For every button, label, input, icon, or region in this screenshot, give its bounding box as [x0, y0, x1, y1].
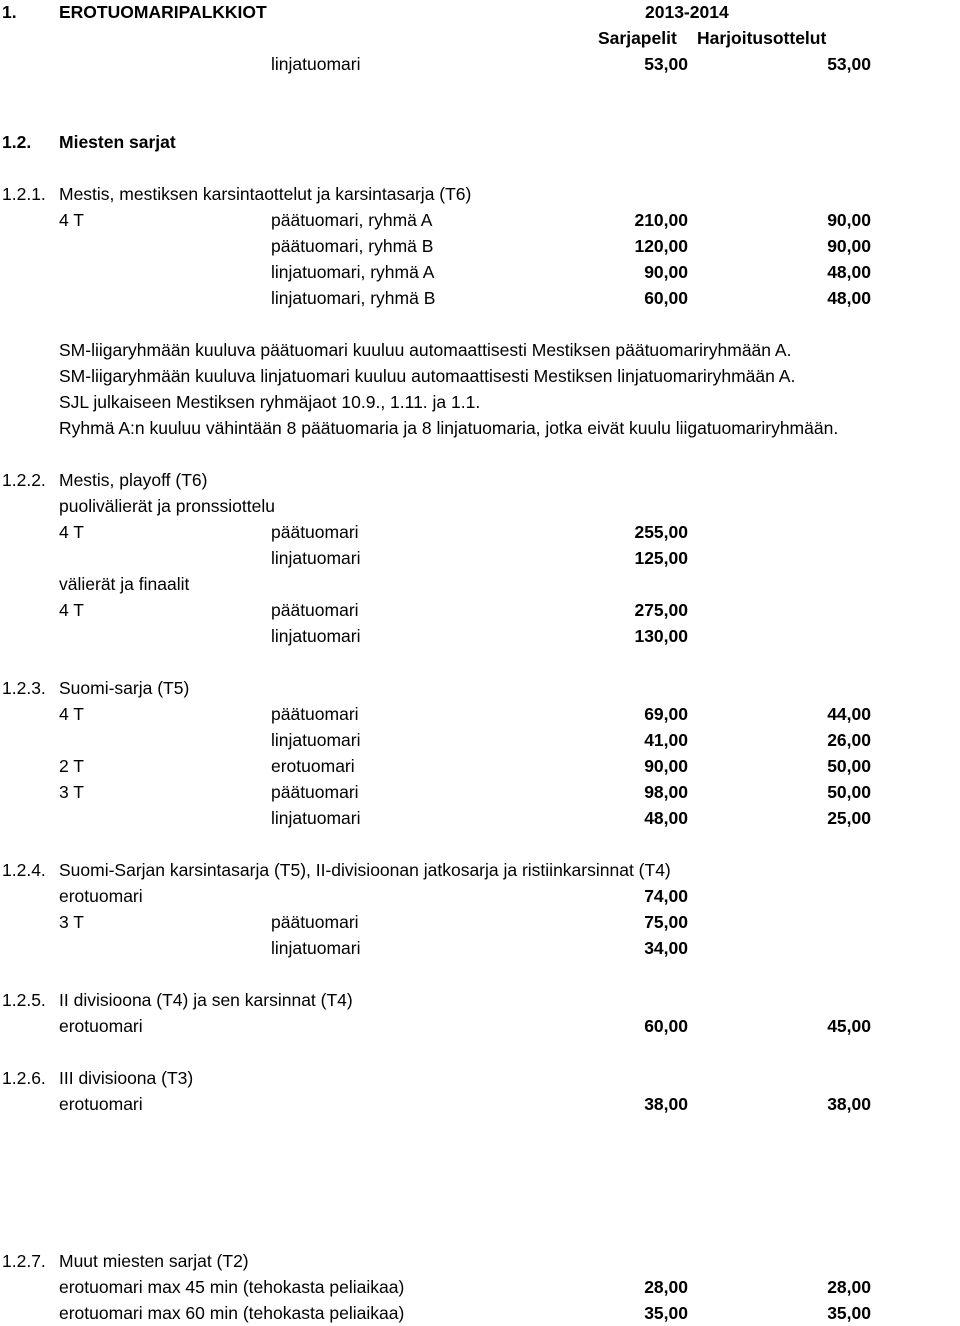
- role-label: päätuomari: [271, 782, 359, 802]
- role-label: erotuomari: [59, 886, 143, 906]
- role-label: linjatuomari: [271, 54, 361, 74]
- role-label: päätuomari, ryhmä B: [271, 236, 434, 256]
- subsection-number: 1.2.1.: [2, 184, 46, 204]
- role-label: päätuomari, ryhmä A: [271, 210, 433, 230]
- fee-harjoitusottelut: 48,00: [827, 262, 871, 282]
- fee-sarjapelit: 255,00: [634, 522, 688, 542]
- fee-sarjapelit: 75,00: [644, 912, 688, 932]
- fee-harjoitusottelut: 48,00: [827, 288, 871, 308]
- season-label: 2013-2014: [645, 2, 729, 22]
- fee-sarjapelit: 48,00: [644, 808, 688, 828]
- fee-sarjapelit: 74,00: [644, 886, 688, 906]
- fee-sarjapelit: 53,00: [644, 54, 688, 74]
- fee-harjoitusottelut: 26,00: [827, 730, 871, 750]
- note-text: SJL julkaiseen Mestiksen ryhmäjaot 10.9., 1.11. ja 1.1.: [59, 392, 481, 412]
- fee-harjoitusottelut: 44,00: [827, 704, 871, 724]
- stage-label: puolivälierät ja pronssiottelu: [59, 496, 275, 516]
- role-label: päätuomari: [271, 600, 359, 620]
- fee-sarjapelit: 60,00: [644, 288, 688, 308]
- crew-size: 3 T: [59, 782, 84, 802]
- fee-sarjapelit: 60,00: [644, 1016, 688, 1036]
- subsection-number: 1.2.3.: [2, 678, 46, 698]
- fee-sarjapelit: 210,00: [634, 210, 688, 230]
- fee-sarjapelit: 275,00: [634, 600, 688, 620]
- subsection-title: II divisioona (T4) ja sen karsinnat (T4): [59, 990, 353, 1010]
- crew-size: 4 T: [59, 704, 84, 724]
- column-header-harjoitusottelut: Harjoitusottelut: [697, 28, 827, 48]
- fee-sarjapelit: 35,00: [644, 1303, 688, 1323]
- subsection-number: 1.2.6.: [2, 1068, 46, 1088]
- subsection-number: 1.2.7.: [2, 1251, 46, 1271]
- subsection-title: Suomi-sarja (T5): [59, 678, 190, 698]
- subsection-number: 1.2.5.: [2, 990, 46, 1010]
- subsection-title: Muut miesten sarjat (T2): [59, 1251, 249, 1271]
- crew-size: 3 T: [59, 912, 84, 932]
- fee-harjoitusottelut: 90,00: [827, 236, 871, 256]
- role-label: erotuomari: [271, 756, 355, 776]
- role-label: erotuomari: [59, 1094, 143, 1114]
- role-label: erotuomari: [59, 1016, 143, 1036]
- fee-harjoitusottelut: 90,00: [827, 210, 871, 230]
- subsection-number: 1.2.4.: [2, 860, 46, 880]
- fee-harjoitusottelut: 50,00: [827, 756, 871, 776]
- subsection-number: 1.2.2.: [2, 470, 46, 490]
- crew-size: 4 T: [59, 522, 84, 542]
- crew-size: 2 T: [59, 756, 84, 776]
- role-label: linjatuomari: [271, 808, 361, 828]
- role-label: erotuomari max 60 min (tehokasta peliaikaa): [59, 1303, 405, 1323]
- subsection-title: Mestis, playoff (T6): [59, 470, 208, 490]
- role-label: linjatuomari: [271, 548, 361, 568]
- fee-harjoitusottelut: 35,00: [827, 1303, 871, 1323]
- fee-sarjapelit: 125,00: [634, 548, 688, 568]
- fee-harjoitusottelut: 38,00: [827, 1094, 871, 1114]
- role-label: päätuomari: [271, 522, 359, 542]
- fee-sarjapelit: 90,00: [644, 756, 688, 776]
- fee-sarjapelit: 90,00: [644, 262, 688, 282]
- subsection-title: Mestis, mestiksen karsintaottelut ja karsintasarja (T6): [59, 184, 472, 204]
- crew-size: 4 T: [59, 600, 84, 620]
- role-label: linjatuomari, ryhmä B: [271, 288, 436, 308]
- page-title: EROTUOMARIPALKKIOT: [59, 2, 267, 22]
- stage-label: välierät ja finaalit: [59, 574, 190, 594]
- section-number: 1.: [2, 2, 17, 22]
- fee-harjoitusottelut: 25,00: [827, 808, 871, 828]
- role-label: linjatuomari: [271, 730, 361, 750]
- fee-sarjapelit: 98,00: [644, 782, 688, 802]
- column-header-sarjapelit: Sarjapelit: [598, 28, 677, 48]
- fee-sarjapelit: 34,00: [644, 938, 688, 958]
- role-label: erotuomari max 45 min (tehokasta peliaikaa): [59, 1277, 405, 1297]
- subsection-title: Suomi-Sarjan karsintasarja (T5), II-divisioonan jatkosarja ja ristiinkarsinnat (T4): [59, 860, 671, 880]
- section-number: 1.2.: [2, 132, 32, 152]
- fee-sarjapelit: 130,00: [634, 626, 688, 646]
- fee-sarjapelit: 28,00: [644, 1277, 688, 1297]
- fee-sarjapelit: 38,00: [644, 1094, 688, 1114]
- role-label: linjatuomari, ryhmä A: [271, 262, 435, 282]
- role-label: päätuomari: [271, 912, 359, 932]
- role-label: linjatuomari: [271, 626, 361, 646]
- fee-harjoitusottelut: 50,00: [827, 782, 871, 802]
- note-text: SM-liigaryhmään kuuluva päätuomari kuuluu automaattisesti Mestiksen päätuomariryhmään A.: [59, 340, 792, 360]
- note-text: Ryhmä A:n kuuluu vähintään 8 päätuomaria ja 8 linjatuomaria, jotka eivät kuulu liigatuomariryhmään.: [59, 418, 839, 438]
- crew-size: 4 T: [59, 210, 84, 230]
- role-label: linjatuomari: [271, 938, 361, 958]
- fee-harjoitusottelut: 45,00: [827, 1016, 871, 1036]
- fee-sarjapelit: 69,00: [644, 704, 688, 724]
- section-title: Miesten sarjat: [59, 132, 176, 152]
- fee-harjoitusottelut: 28,00: [827, 1277, 871, 1297]
- role-label: päätuomari: [271, 704, 359, 724]
- note-text: SM-liigaryhmään kuuluva linjatuomari kuuluu automaattisesti Mestiksen linjatuomariryhmään A.: [59, 366, 796, 386]
- fee-sarjapelit: 41,00: [644, 730, 688, 750]
- fee-harjoitusottelut: 53,00: [827, 54, 871, 74]
- subsection-title: III divisioona (T3): [59, 1068, 194, 1088]
- fee-sarjapelit: 120,00: [634, 236, 688, 256]
